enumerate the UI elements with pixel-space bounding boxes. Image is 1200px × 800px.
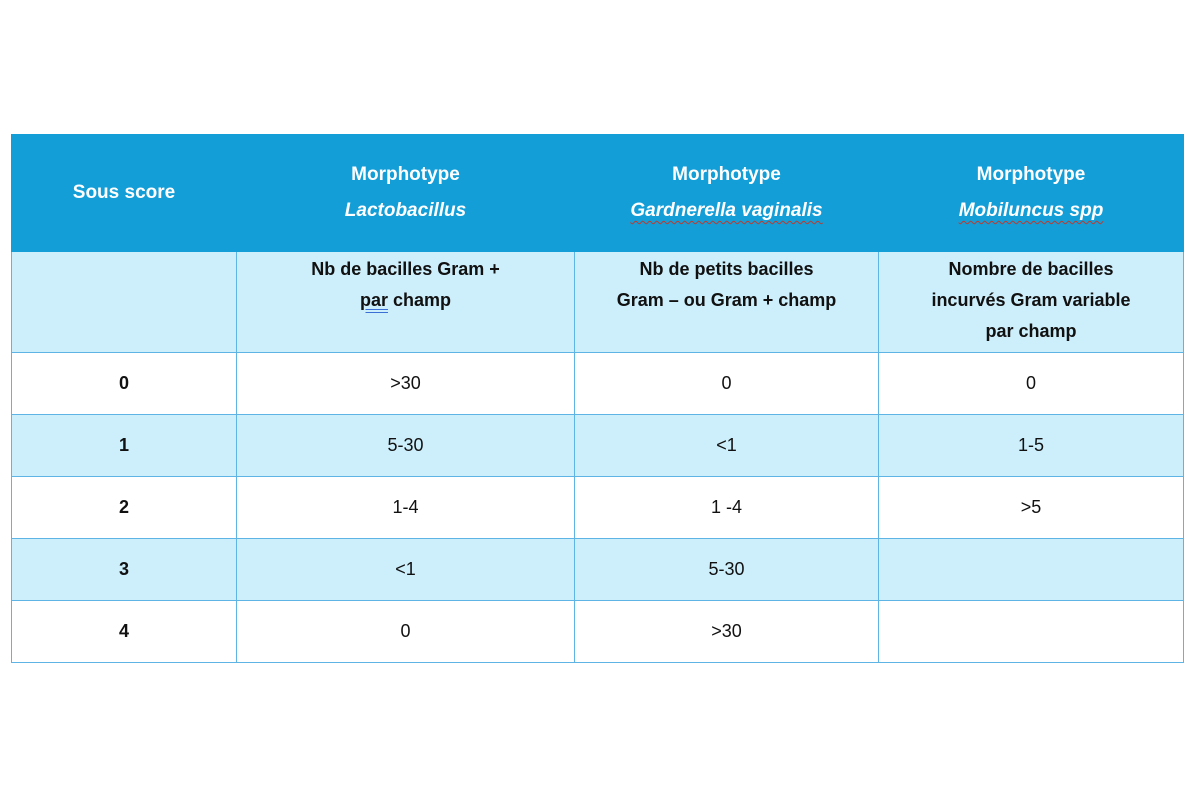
subheader-empty [12,252,237,353]
table-row [12,601,1184,663]
lactobacillus-cell: <1 [237,539,575,601]
lactobacillus-cell: 0 [237,601,575,663]
gardnerella-cell: 0 [575,353,879,415]
header-mobiluncus [879,135,1184,252]
score-cell: 3 [12,539,237,601]
subheader-row [12,252,1184,353]
gardnerella-cell: >30 [575,601,879,663]
subheader-gardnerella: Nb de petits bacilles Gram – ou Gram + champ [575,252,879,353]
mobiluncus-cell [879,539,1184,601]
nugent-score-table [11,134,1184,663]
lactobacillus-cell: >30 [237,353,575,415]
header-line-2: Gardnerella vaginalis [630,200,823,221]
mobiluncus-cell [879,601,1184,663]
table-row [12,353,1184,415]
table-row [12,415,1184,477]
score-cell: 4 [12,601,237,663]
gardnerella-cell: <1 [575,415,879,477]
table-row [12,539,1184,601]
score-cell: 0 [12,353,237,415]
header-line-2: Mobiluncus spp [958,200,1104,221]
score-cell: 2 [12,477,237,539]
header-sous-score: Sous score [12,135,237,252]
header-line-1: Morphotype [351,164,460,185]
table-row [12,477,1184,539]
header-lactobacillus [237,135,575,252]
mobiluncus-cell: 0 [879,353,1184,415]
header-line-2: Lactobacillus [344,200,467,221]
gardnerella-cell: 1 -4 [575,477,879,539]
gardnerella-cell: 5-30 [575,539,879,601]
header-gardnerella [575,135,879,252]
header-line-1: Morphotype [672,164,781,185]
mobiluncus-cell: 1-5 [879,415,1184,477]
mobiluncus-cell: >5 [879,477,1184,539]
lactobacillus-cell: 5-30 [237,415,575,477]
header-line-1: Morphotype [976,164,1086,185]
header-row [12,135,1184,252]
subheader-lactobacillus: Nb de bacilles Gram + par champ [237,252,575,353]
subheader-mobiluncus: Nombre de bacilles incurvés Gram variable par champ [879,252,1184,353]
score-cell: 1 [12,415,237,477]
lactobacillus-cell: 1-4 [237,477,575,539]
